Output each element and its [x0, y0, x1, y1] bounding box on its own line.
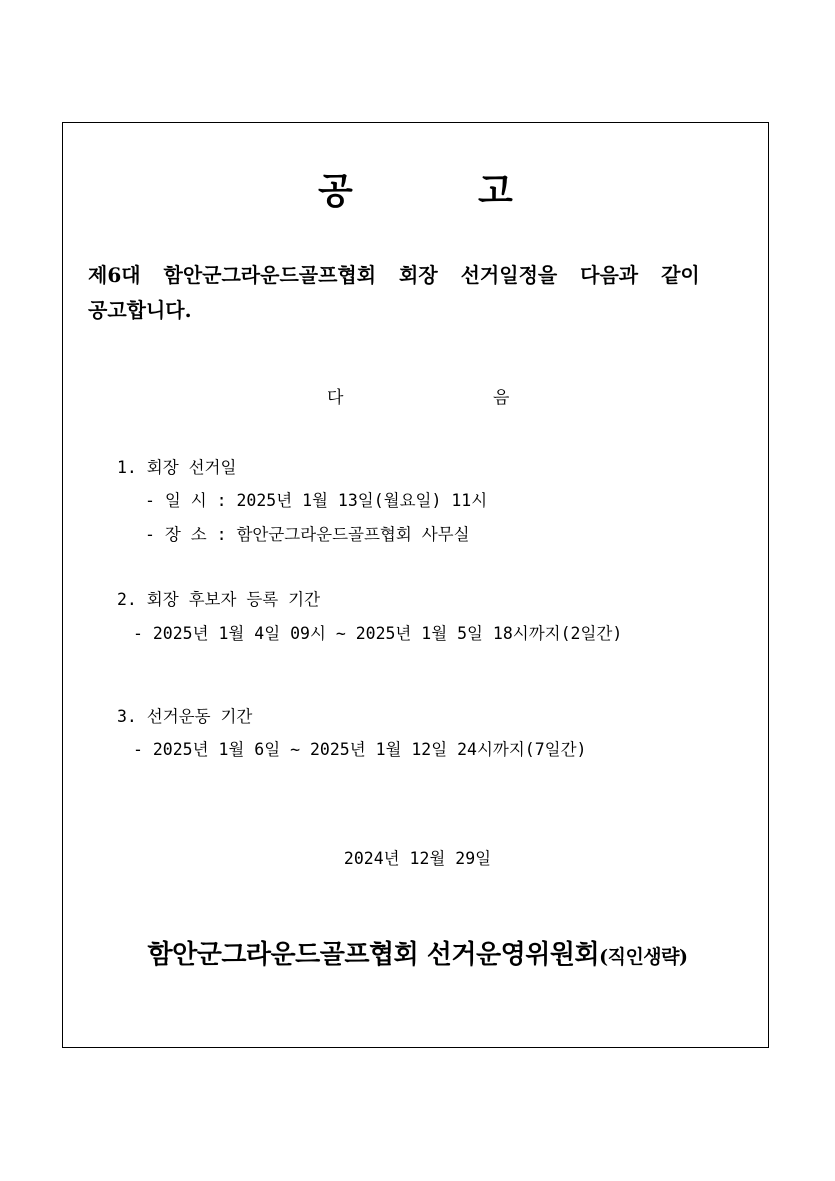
signature-org: 함안군그라운드골프협회 선거운영위원회: [147, 940, 600, 970]
notice-title-char-2: 고: [478, 170, 513, 212]
notice-title-char-1: 공: [318, 170, 353, 212]
item-2-heading: 2. 회장 후보자 등록 기간: [117, 590, 321, 609]
item-3-heading: 3. 선거운동 기간: [117, 707, 253, 726]
section-heading-char-1: 다: [327, 388, 344, 408]
notice-date: 2024년 12월 29일: [343, 849, 492, 868]
section-heading-char-2: 음: [493, 388, 510, 408]
notice-intro: [88, 258, 748, 328]
item-3-detail-period: - 2025년 1월 6일 ~ 2025년 1월 12일 24시까지(7일간): [133, 740, 587, 759]
signature-seal-note: (직인생략): [599, 946, 688, 968]
item-1-heading: 1. 회장 선거일: [117, 458, 237, 477]
item-1-detail-place: - 장 소 : 함안군그라운드골프협회 사무실: [145, 525, 470, 544]
item-1-detail-datetime: - 일 시 : 2025년 1월 13일(월요일) 11시: [145, 491, 488, 510]
notice-intro-line-1: 제6대 함안군그라운드골프협회 회장 선거일정을 다음과 같이: [88, 263, 700, 287]
item-2-detail-period: - 2025년 1월 4일 09시 ~ 2025년 1월 5일 18시까지(2일간): [133, 624, 623, 643]
notice-intro-line-2: 공고합니다.: [88, 298, 192, 322]
notice-signature: [0, 942, 835, 968]
